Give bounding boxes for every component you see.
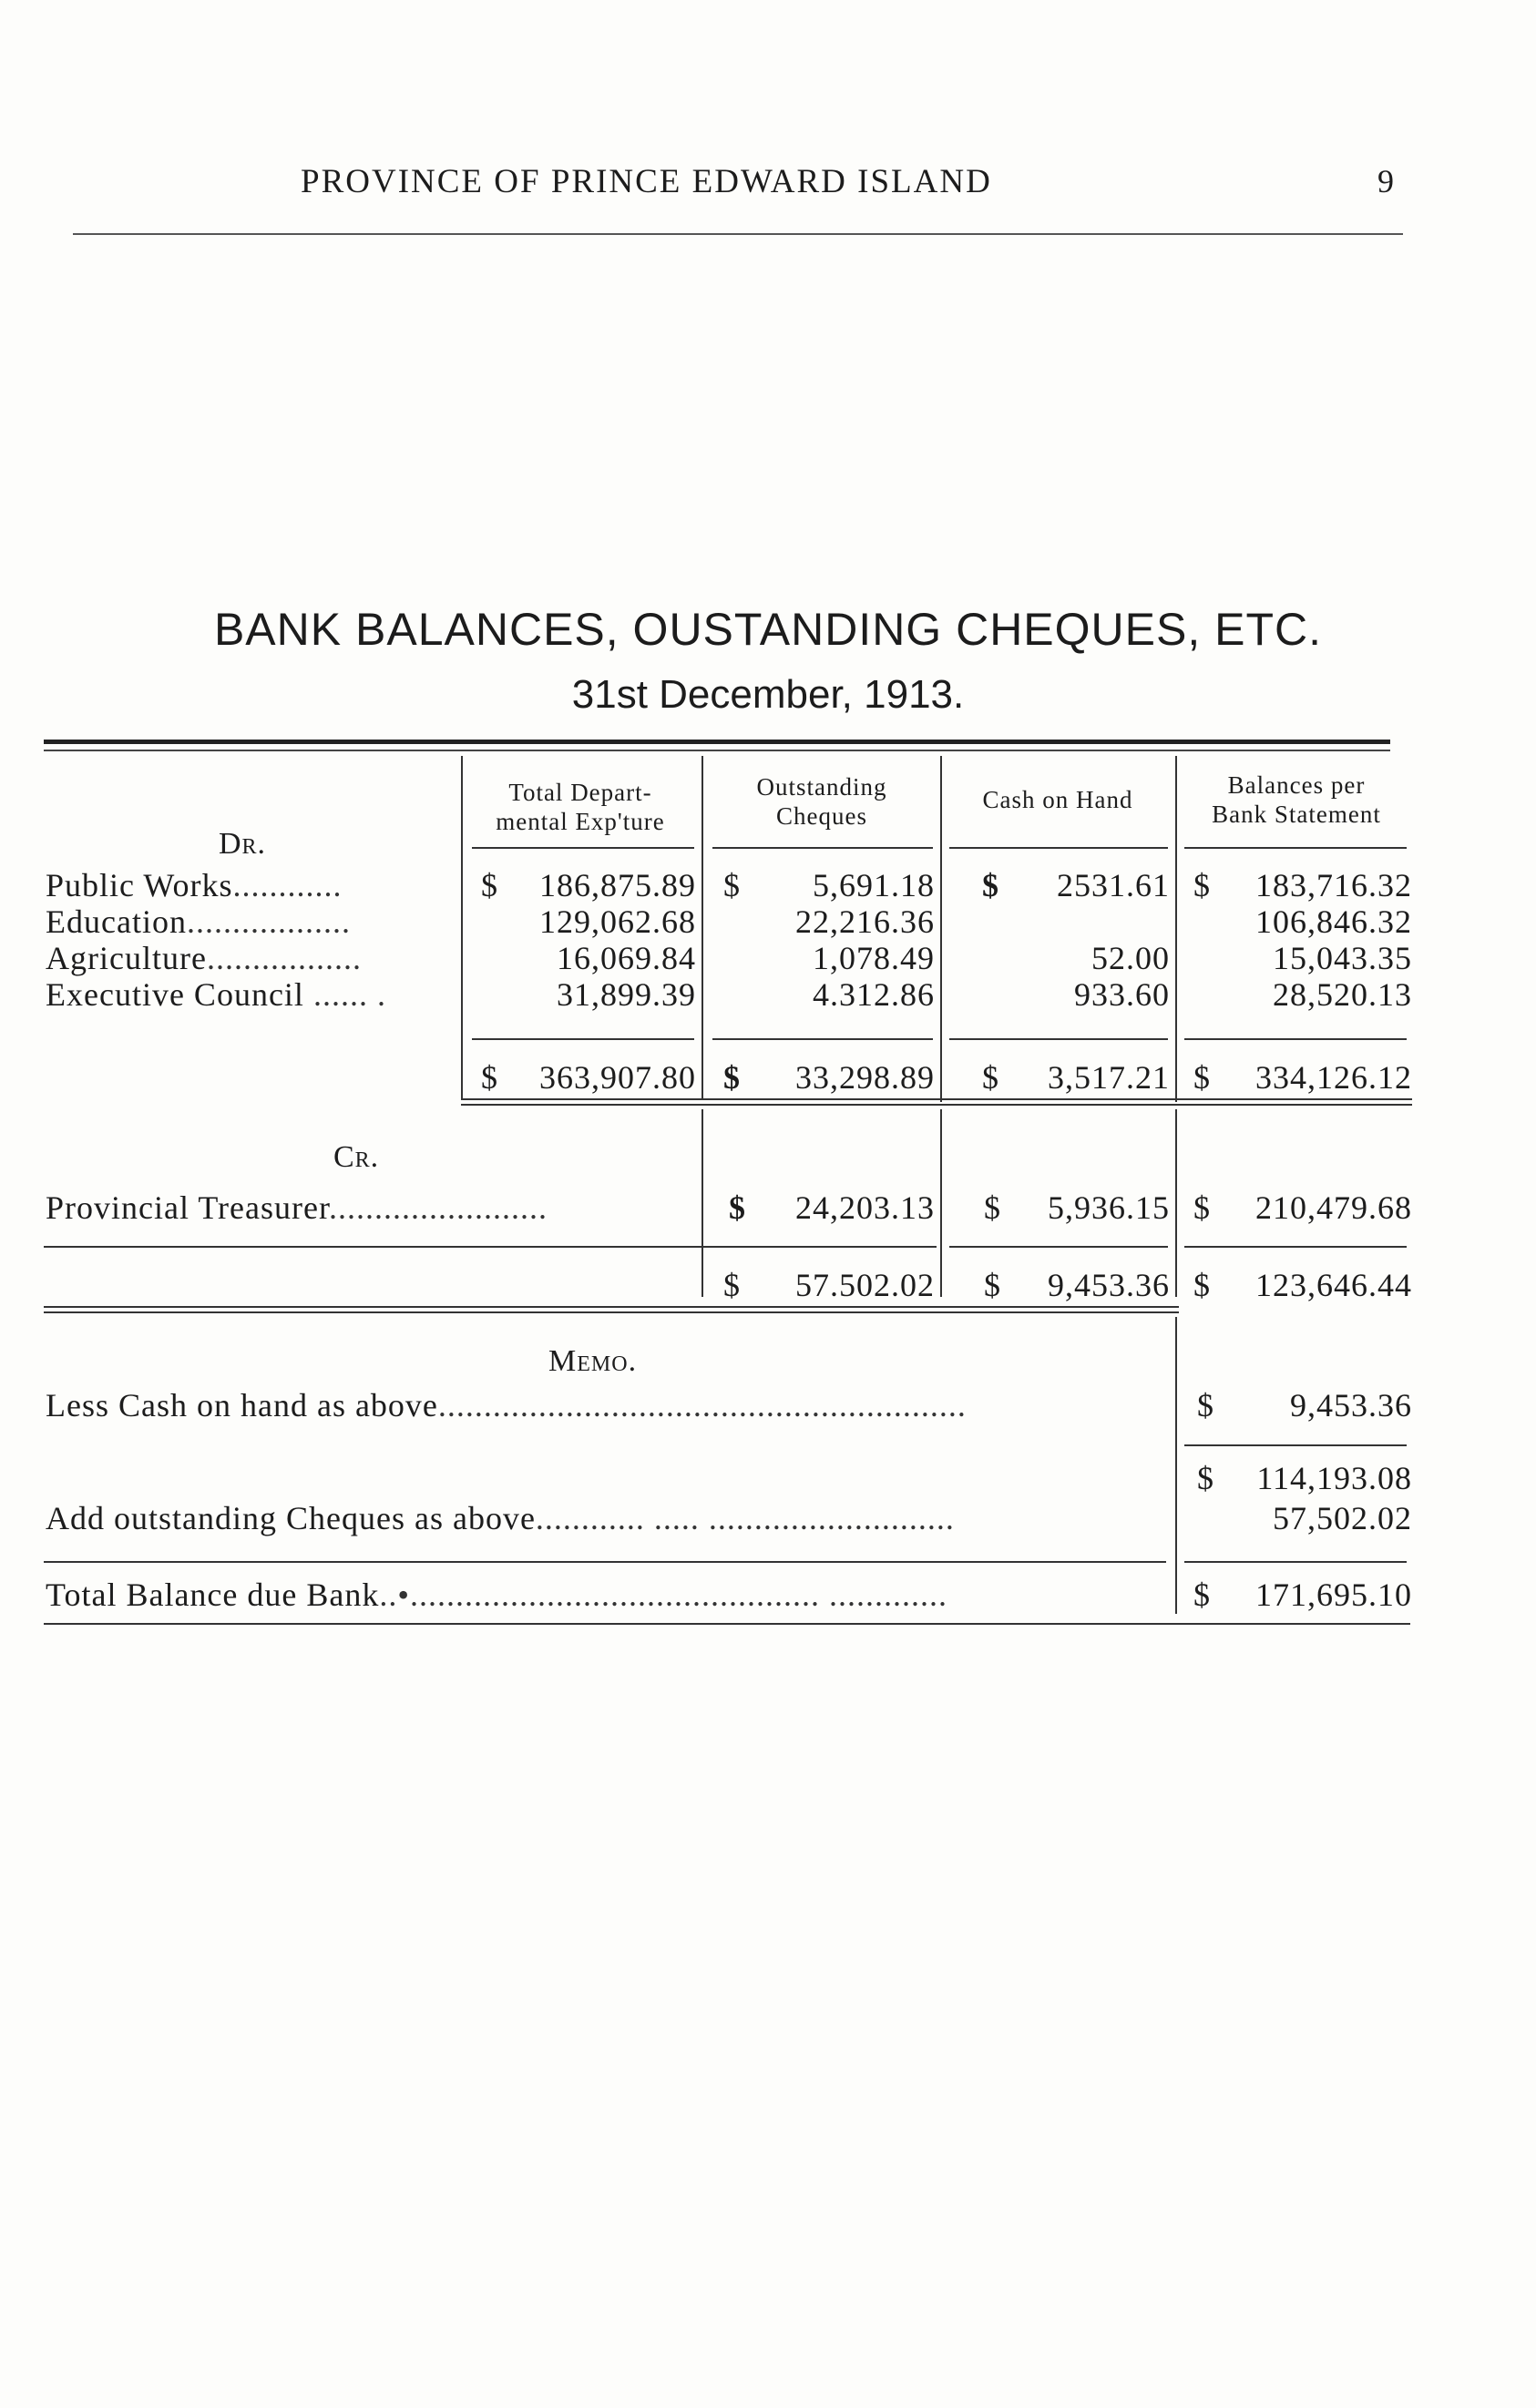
table-top-rule-thick (44, 740, 1390, 744)
cell-treasurer-bank: 210,479.68 (1255, 1189, 1412, 1226)
currency-symbol: $ (1193, 867, 1210, 903)
table-top-rule-thin (44, 750, 1390, 751)
cr-total-cash: 9,453.36 (1048, 1267, 1170, 1303)
sum-rule-3 (949, 1038, 1168, 1040)
currency-symbol: $ (723, 1059, 740, 1096)
cell-treasurer-cheques: 24,203.13 (795, 1189, 935, 1226)
vrule-3 (940, 756, 942, 1102)
currency-symbol: $ (982, 867, 998, 903)
currency-symbol: $ (723, 1267, 740, 1303)
memo-add-label: Add outstanding Cheques as above............ ..... ........................... (46, 1500, 955, 1536)
vrule-1 (461, 756, 463, 1100)
vrule-4 (1175, 756, 1177, 1102)
cell-education-cheques: 22,216.36 (795, 903, 935, 940)
cell-agriculture-cash: 52.00 (1091, 940, 1170, 976)
cr-double-rule-2 (44, 1311, 1179, 1313)
cell-treasurer-cash: 5,936.15 (1048, 1189, 1170, 1226)
total-cash: 3,517.21 (1048, 1059, 1170, 1096)
cell-agriculture-cheques: 1,078.49 (813, 940, 935, 976)
cell-public-works-cash: 2531.61 (1057, 867, 1170, 903)
cr-vrule-3 (1175, 1109, 1177, 1297)
cell-public-works-expenditure: 186,875.89 (539, 867, 696, 903)
memo-total-value: 171,695.10 (1255, 1576, 1412, 1613)
cr-rule-cash (949, 1246, 1168, 1248)
currency-symbol: $ (1193, 1267, 1210, 1303)
cr-vrule-1 (701, 1109, 703, 1297)
cell-public-works-bank: 183,716.32 (1255, 867, 1412, 903)
memo-subtotal: 114,193.08 (1256, 1460, 1412, 1496)
cr-vrule-2 (940, 1109, 942, 1297)
currency-symbol: $ (982, 1059, 998, 1096)
row-label-agriculture: Agriculture................. (46, 940, 362, 976)
row-label-education: Education.................. (46, 903, 351, 940)
currency-symbol: $ (1193, 1059, 1210, 1096)
cr-total-cheques: 57.502.02 (795, 1267, 935, 1303)
cr-heading: Cr. (333, 1140, 380, 1174)
sum-rule-4 (1184, 1038, 1407, 1040)
memo-heading: Memo. (548, 1344, 638, 1378)
currency-symbol: $ (481, 1059, 497, 1096)
col-head-bank-balance: Balances per Bank Statement (1212, 771, 1381, 828)
cell-agriculture-expenditure: 16,069.84 (557, 940, 696, 976)
total-expenditure: 363,907.80 (539, 1059, 696, 1096)
cr-rule-left (44, 1246, 937, 1248)
sum-rule-2 (712, 1038, 933, 1040)
currency-symbol: $ (481, 867, 497, 903)
row-label-executive-council: Executive Council ...... . (46, 976, 386, 1013)
table-bottom-rule (44, 1623, 1410, 1625)
dr-heading: Dr. (219, 827, 267, 861)
head-underline-2 (712, 847, 933, 849)
memo-add-value: 57,502.02 (1273, 1500, 1412, 1536)
cr-total-bank: 123,646.44 (1255, 1267, 1412, 1303)
cell-education-expenditure: 129,062.68 (539, 903, 696, 940)
memo-rule-1 (1184, 1444, 1407, 1446)
memo-vrule (1175, 1317, 1177, 1614)
cell-executive-council-bank: 28,520.13 (1273, 976, 1412, 1013)
memo-total-label: Total Balance due Bank..•............................................. ............. (46, 1576, 947, 1613)
row-label-provincial-treasurer: Provincial Treasurer........................ (46, 1189, 548, 1226)
dr-total-double-rule-2 (461, 1104, 1412, 1106)
currency-symbol: $ (1197, 1460, 1213, 1496)
header-rule (73, 233, 1403, 235)
page-number: 9 (1377, 163, 1396, 199)
vrule-2 (701, 756, 703, 1100)
head-underline-3 (949, 847, 1168, 849)
cell-agriculture-bank: 15,043.35 (1273, 940, 1412, 976)
cell-executive-council-cash: 933.60 (1074, 976, 1170, 1013)
memo-less-value: 9,453.36 (1290, 1387, 1412, 1423)
cell-public-works-cheques: 5,691.18 (813, 867, 935, 903)
currency-symbol: $ (1193, 1189, 1210, 1226)
memo-less-label: Less Cash on hand as above.......................................................... (46, 1387, 967, 1423)
col-head-outstanding: Outstanding Cheques (756, 773, 887, 830)
dr-total-double-rule-1 (461, 1098, 1412, 1100)
currency-symbol: $ (729, 1189, 745, 1226)
page-subtitle: 31st December, 1913. (571, 672, 965, 717)
col-head-cash: Cash on Hand (982, 786, 1133, 813)
memo-rule-2 (1184, 1561, 1407, 1563)
memo-rule-left (44, 1561, 1166, 1563)
currency-symbol: $ (984, 1189, 1000, 1226)
cr-rule-bank (1184, 1246, 1407, 1248)
cell-executive-council-cheques: 4.312.86 (813, 976, 935, 1013)
sum-rule-1 (472, 1038, 694, 1040)
cell-education-bank: 106,846.32 (1255, 903, 1412, 940)
currency-symbol: $ (984, 1267, 1000, 1303)
total-cheques: 33,298.89 (795, 1059, 935, 1096)
head-underline-1 (472, 847, 694, 849)
head-underline-4 (1184, 847, 1407, 849)
row-label-public-works: Public Works............ (46, 867, 343, 903)
currency-symbol: $ (723, 867, 740, 903)
cr-double-rule-1 (44, 1306, 1179, 1308)
col-head-expenditure: Total Depart- mental Exp'ture (496, 779, 665, 835)
currency-symbol: $ (1197, 1387, 1213, 1423)
currency-symbol: $ (1193, 1576, 1210, 1613)
cell-executive-council-expenditure: 31,899.39 (557, 976, 696, 1013)
running-title: PROVINCE OF PRINCE EDWARD ISLAND (301, 163, 992, 200)
total-bank: 334,126.12 (1255, 1059, 1412, 1096)
page-title: BANK BALANCES, OUSTANDING CHEQUES, ETC. (213, 604, 1323, 655)
